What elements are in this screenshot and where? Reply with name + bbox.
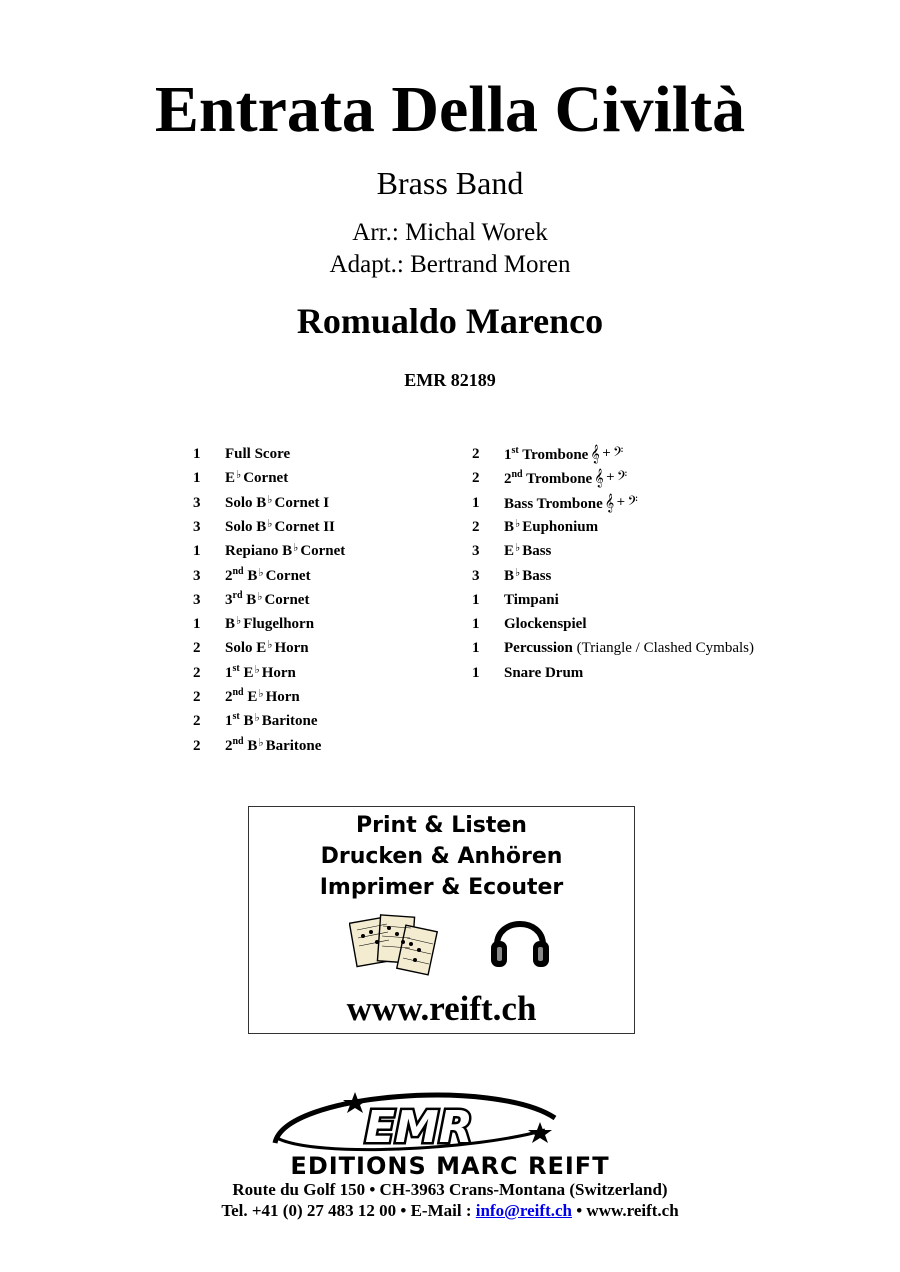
instrument-quantity: 1	[472, 494, 480, 511]
adapter-credit: Adapt.: Bertrand Moren	[329, 251, 571, 278]
instrument-quantity: 1	[193, 446, 201, 462]
instrument-name: Timpani	[504, 591, 559, 608]
treble-clef-icon: 𝄞	[594, 468, 604, 488]
instrument-name: 1st B♭ Baritone	[225, 711, 318, 730]
composer-name: Romualdo Marenco	[296, 301, 604, 341]
promo-line-english: Print & Listen	[356, 813, 527, 838]
instrument-quantity: 1	[472, 591, 480, 608]
bass-clef-icon: 𝄢	[627, 492, 638, 512]
bass-clef-icon: 𝄢	[616, 468, 628, 488]
instrument-quantity: 3	[193, 591, 201, 608]
promo-website[interactable]: www.reift.ch	[346, 989, 537, 1028]
treble-clef-icon: 𝄞	[590, 444, 600, 463]
instrument-name: B♭ Bass	[504, 565, 552, 584]
instrument-name: 2nd E♭ Horn	[225, 687, 300, 705]
instrument-name: 1st Trombone 𝄞 + 𝄢	[504, 444, 624, 463]
print-listen-box	[248, 806, 635, 1034]
instrument-name: Solo E♭ Horn	[225, 638, 309, 657]
treble-clef-icon: 𝄞	[604, 492, 615, 512]
instrument-name: Snare Drum	[504, 664, 584, 681]
instrument-name: Solo B♭ Cornet I	[225, 492, 330, 511]
catalog-number: EMR 82189	[404, 370, 496, 390]
instrument-name: 1st E♭ Horn	[225, 662, 296, 681]
instrument-list-left	[193, 442, 463, 762]
arranger-credit: Arr.: Michal Worek	[352, 219, 548, 246]
instrument-name: 2nd B♭ Baritone	[225, 735, 322, 754]
instrument-quantity: 3	[193, 567, 201, 584]
instrument-quantity: 2	[472, 518, 480, 535]
instrument-list-right	[472, 442, 802, 692]
instrument-name: 3rd B♭ Cornet	[225, 589, 310, 608]
logo-text: EMR	[365, 1102, 473, 1153]
ensemble-type: Brass Band	[376, 165, 524, 201]
instrument-quantity: 2	[193, 713, 201, 730]
sheet-music-icon	[349, 912, 441, 982]
contact-website: • www.reift.ch	[571, 1201, 679, 1220]
instrument-quantity: 2	[193, 664, 201, 681]
instrument-name: 2nd B♭ Cornet	[225, 565, 311, 584]
instrument-quantity: 2	[193, 640, 201, 657]
instrument-quantity: 3	[472, 567, 480, 584]
publisher-address: Route du Golf 150 • CH-3963 Crans-Montana (Switzerland)	[232, 1180, 668, 1199]
score-title: Entrata Della Civiltà	[154, 73, 746, 146]
instrument-quantity: 3	[193, 494, 201, 511]
instrument-quantity: 1	[193, 616, 201, 633]
instrument-name: E♭ Cornet	[225, 468, 289, 487]
clef-icons: 𝄞 + 𝄢	[604, 492, 638, 512]
publisher-name: EDITIONS MARC REIFT	[290, 1152, 610, 1180]
instrument-quantity: 1	[472, 664, 480, 681]
email-link[interactable]: info@reift.ch	[475, 1201, 572, 1220]
instrument-quantity: 2	[472, 470, 480, 487]
instrument-quantity: 2	[472, 446, 480, 462]
publisher-contact	[0, 1201, 900, 1221]
promo-line-german: Drucken & Anhören	[320, 844, 563, 869]
instrument-quantity: 2	[193, 737, 201, 754]
clef-icons: 𝄞 + 𝄢	[594, 468, 628, 488]
instrument-name: Solo B♭ Cornet II	[225, 516, 335, 535]
instrument-name: Percussion (Triangle / Clashed Cymbals)	[504, 640, 755, 657]
bass-clef-icon: 𝄢	[613, 444, 624, 463]
instrument-name: 2nd Trombone 𝄞 + 𝄢	[504, 468, 628, 488]
instrument-quantity: 2	[193, 689, 201, 705]
instrument-name: E♭ Bass	[504, 541, 552, 560]
instrument-quantity: 1	[193, 543, 201, 560]
promo-line-french: Imprimer & Ecouter	[319, 875, 564, 900]
instrument-name: B♭ Euphonium	[504, 516, 599, 535]
instrument-name: Bass Trombone 𝄞 + 𝄢	[504, 492, 638, 512]
contact-phone: Tel. +41 (0) 27 483 12 00 • E-Mail :	[221, 1201, 476, 1220]
clef-icons: 𝄞 + 𝄢	[590, 444, 624, 463]
headphones-icon	[489, 907, 551, 971]
instrument-quantity: 1	[472, 616, 480, 633]
instrument-name: B♭ Flugelhorn	[225, 614, 315, 633]
instrument-quantity: 1	[193, 470, 201, 487]
instrument-name: Glockenspiel	[504, 616, 587, 633]
instrument-quantity: 3	[193, 518, 201, 535]
instrument-name: Repiano B♭ Cornet	[225, 541, 346, 560]
instrument-quantity: 1	[472, 640, 480, 657]
instrument-quantity: 3	[472, 543, 480, 560]
instrument-name: Full Score	[225, 446, 291, 462]
